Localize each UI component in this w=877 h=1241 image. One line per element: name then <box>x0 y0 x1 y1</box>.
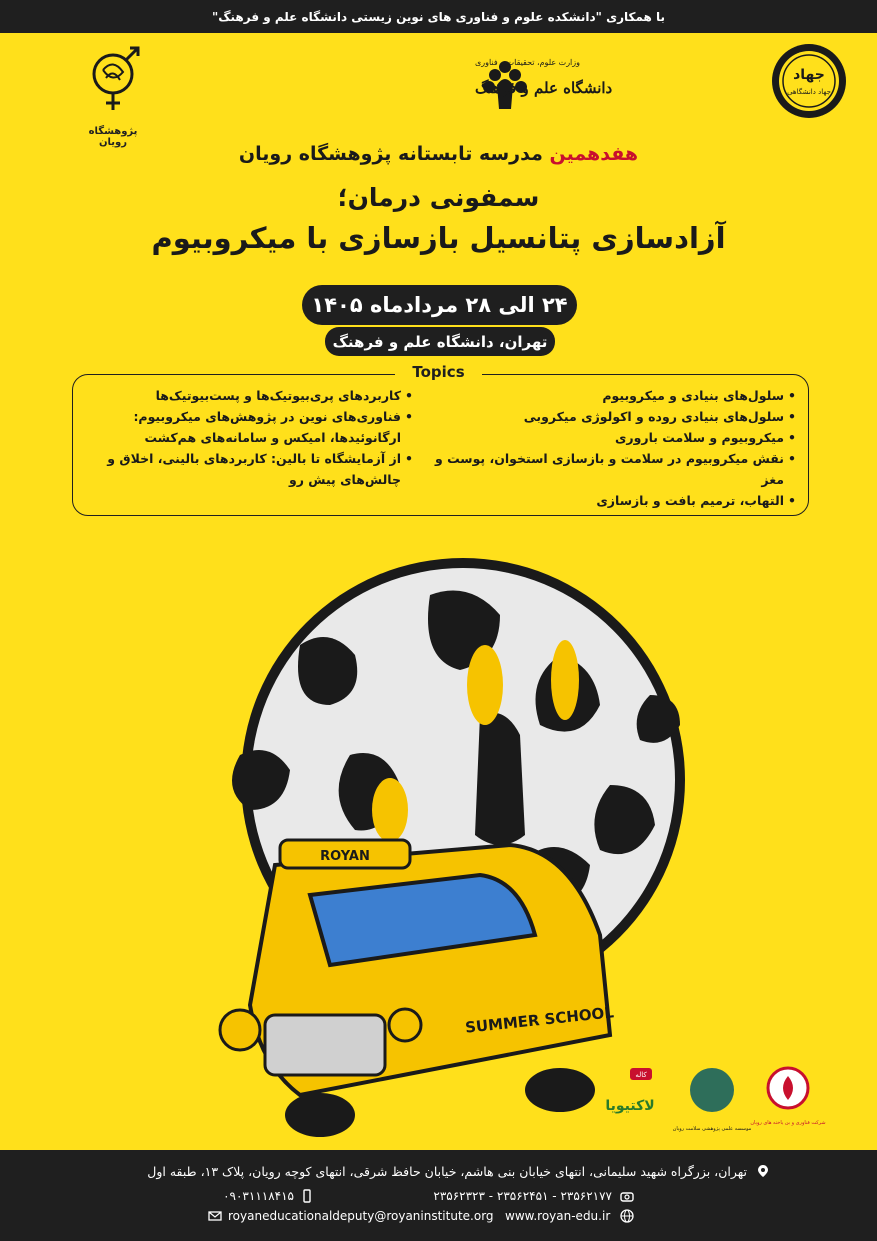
ministry-text: وزارت علوم، تحقیقات و فناوری <box>475 58 580 67</box>
topics-heading: Topics <box>395 363 482 386</box>
date-text: ۲۴ الی ۲۸ مردادماه ۱۴۰۵ <box>311 293 568 317</box>
usc-logo <box>355 45 613 115</box>
website-link[interactable]: www.royan-edu.ir <box>505 1209 611 1223</box>
bus-roof-text: ROYAN <box>320 849 370 864</box>
topics-right-column <box>416 385 796 511</box>
topics-box <box>72 374 809 516</box>
royan-emblem-icon <box>78 40 148 122</box>
contact-footer <box>0 1150 877 1241</box>
event-title-line2: آزادسازی پتانسیل بازسازی با میکروبیوم <box>151 221 726 255</box>
phone-icon <box>620 1189 634 1203</box>
topic-item: • نقش میکروبیوم در سلامت و بازسازی استخوان، پوست و مغز <box>416 448 796 490</box>
mobile-number[interactable]: ۰۹۰۳۱۱۱۸۴۱۵ <box>223 1189 294 1203</box>
topic-item: • سلول‌های بنیادی و میکروبیوم <box>416 385 796 406</box>
royan-logo-caption: پژوهشگاه رویان <box>88 126 138 148</box>
email-icon <box>208 1209 222 1223</box>
acecr-logo <box>770 42 848 120</box>
edition-rest: مدرسه تابستانه پژوهشگاه رویان <box>238 143 543 165</box>
royan-stem-cell-company-logo <box>750 1068 825 1126</box>
edition-number: هفدهمین <box>549 143 639 165</box>
topic-item: • میکروبیوم و سلامت باروری <box>416 427 796 448</box>
location-text: تهران، دانشگاه علم و فرهنگ <box>332 332 548 351</box>
collaboration-text: با همکاری "دانشکده علوم و فناوری های نوین زیستی دانشگاه علم و فرهنگ" <box>211 9 666 24</box>
microbiome-bus-illustration <box>180 555 740 1145</box>
acecr-word: جهاد <box>793 67 825 83</box>
lactivia-text: لاکتیویا <box>605 1098 655 1114</box>
email-link[interactable]: royaneducationaldeputy@royaninstitute.org <box>228 1209 494 1223</box>
topic-item: • التهاب، ترمیم بافت و بازسازی <box>416 490 796 511</box>
collaboration-banner <box>0 0 877 33</box>
health-institute-caption: موسسه علمی پژوهشی سلامت رویان <box>672 1126 752 1132</box>
topic-item: • سلول‌های بنیادی روده و اکولوژی میکروبی <box>416 406 796 427</box>
date-badge <box>302 285 577 325</box>
stem-cell-company-caption: شرکت فناوری و بن یاخته های رویان <box>750 1120 826 1126</box>
acecr-caption: جهاد دانشگاهی <box>787 88 831 96</box>
sponsor-logos <box>600 1060 830 1140</box>
bus-sign-text: SUMMER SCHOOL <box>464 1003 615 1037</box>
lactivia-logo <box>605 1068 654 1114</box>
topic-item: • کاربردهای پری‌بیوتیک‌ها و پست‌بیوتیک‌ها <box>83 385 413 406</box>
event-edition-title <box>0 143 877 165</box>
usc-caption: دانشگاه علم و فرهنگ <box>475 79 613 97</box>
location-pin-icon <box>756 1164 770 1178</box>
address-text: تهران، بزرگراه شهید سلیمانی، انتهای خیابان بنی هاشم، خیابان حافظ شرقی، انتهای کوچه رویان، پلاک ۱۳، طبقه اول <box>147 1164 747 1179</box>
location-badge <box>325 327 555 356</box>
phone-numbers[interactable]: ۲۳۵۶۲۱۷۷ - ۲۳۵۶۲۴۵۱ - ۲۳۵۶۲۳۲۳ <box>433 1189 612 1203</box>
globe-icon <box>620 1209 634 1223</box>
topic-item: • فناوری‌های نوین در پژوهش‌های میکروبیوم: ارگانوئیدها، امیکس و سامانه‌های هم‌کشت <box>83 406 413 448</box>
topic-item: • از آزمایشگاه تا بالین: کاربردهای بالینی، اخلاق و چالش‌های پیش رو <box>83 448 413 490</box>
event-title-line1: سمفونی درمان؛ <box>337 183 540 212</box>
kaleh-tag: کاله <box>635 1071 647 1079</box>
school-bus <box>220 840 615 1137</box>
acecr-emblem-icon <box>770 42 848 120</box>
topics-left-column <box>83 385 413 490</box>
royan-institute-logo <box>78 40 148 148</box>
usc-emblem-icon <box>355 45 613 115</box>
mobile-icon <box>300 1189 314 1203</box>
royan-health-institute-logo <box>673 1068 752 1132</box>
